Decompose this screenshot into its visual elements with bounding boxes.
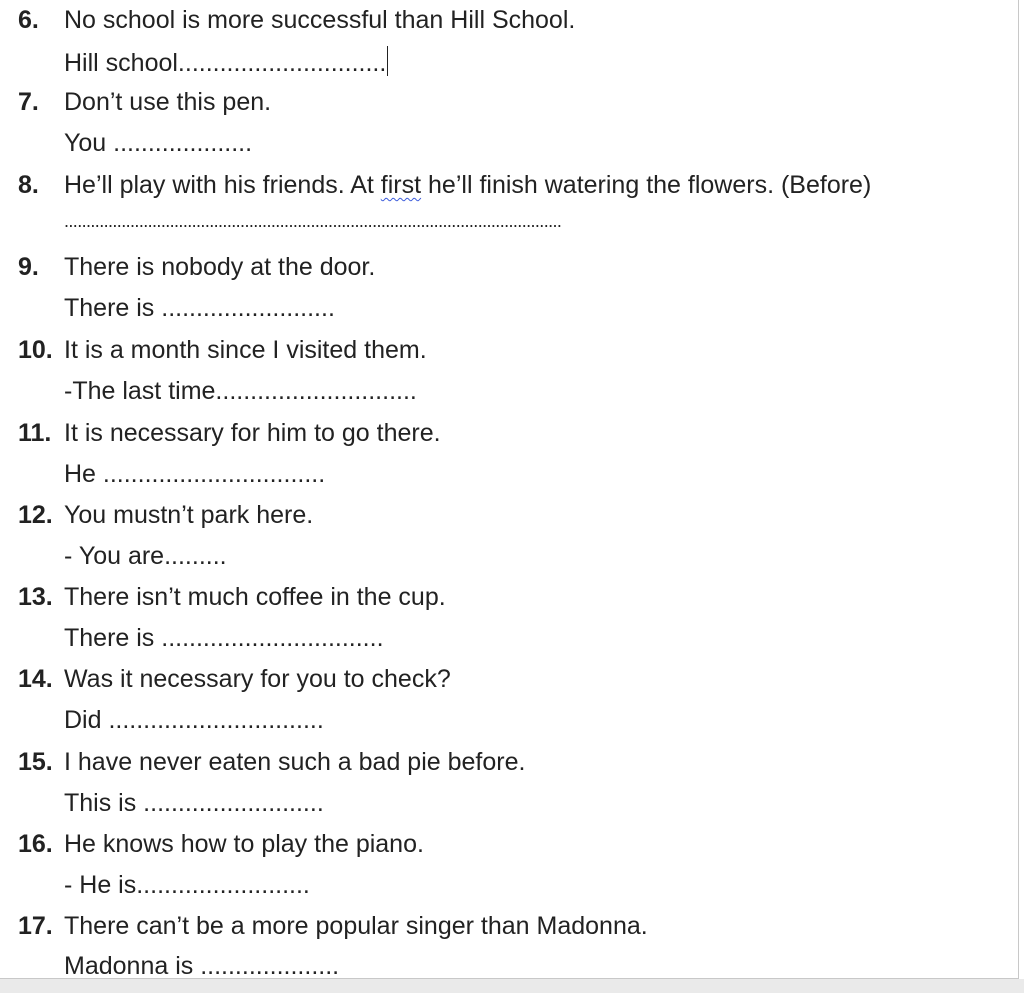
item-question: No school is more successful than Hill School.	[64, 6, 576, 34]
item-question: You mustn’t park here.	[64, 501, 314, 529]
item-answer-line[interactable]	[64, 46, 388, 78]
item-answer-line[interactable]: -The last time.............................	[64, 377, 417, 405]
item-question: I have never eaten such a bad pie before.	[64, 748, 526, 776]
item-question: Don’t use this pen.	[64, 88, 272, 116]
item-question: There is nobody at the door.	[64, 253, 376, 281]
item-number: 6.	[18, 6, 39, 34]
window-bottom-edge	[0, 979, 1024, 993]
item-answer-line[interactable]: Did ...............................	[64, 706, 324, 734]
item-number: 10.	[18, 336, 53, 364]
item-question: There can’t be a more popular singer than Madonna.	[64, 912, 648, 940]
item-question	[64, 170, 871, 200]
item-number: 15.	[18, 748, 53, 776]
item-question: Was it necessary for you to check?	[64, 665, 451, 693]
item-question-post: he’ll finish watering the flowers. (Before)	[421, 171, 872, 199]
item-number: 9.	[18, 253, 39, 281]
item-answer-text: Hill school..............................	[64, 49, 387, 77]
item-answer-line[interactable]: .................................................................................................................	[64, 211, 562, 231]
item-answer-line[interactable]: There is ................................	[64, 624, 384, 652]
spellcheck-flagged-word[interactable]: first	[380, 171, 422, 199]
item-answer-line[interactable]: - You are.........	[64, 542, 227, 570]
item-question: It is necessary for him to go there.	[64, 419, 441, 447]
item-number: 14.	[18, 665, 53, 693]
item-number: 13.	[18, 583, 53, 611]
item-number: 7.	[18, 88, 39, 116]
item-answer-line[interactable]: You ....................	[64, 129, 253, 157]
item-question: It is a month since I visited them.	[64, 336, 427, 364]
text-cursor	[387, 46, 388, 76]
item-question-pre: He’ll play with his friends. At	[64, 171, 381, 199]
item-answer-line[interactable]: He ................................	[64, 460, 326, 488]
item-number: 11.	[18, 419, 52, 447]
item-answer-line[interactable]: There is .........................	[64, 294, 335, 322]
item-number: 16.	[18, 830, 53, 858]
item-question: There isn’t much coffee in the cup.	[64, 583, 446, 611]
item-number: 12.	[18, 501, 53, 529]
item-answer-line[interactable]: - He is.........................	[64, 871, 310, 899]
item-answer-line[interactable]: This is ..........................	[64, 789, 324, 817]
item-answer-line[interactable]: Madonna is ....................	[64, 952, 340, 979]
item-question: He knows how to play the piano.	[64, 830, 424, 858]
item-number: 8.	[18, 171, 39, 199]
item-number: 17.	[18, 912, 53, 940]
